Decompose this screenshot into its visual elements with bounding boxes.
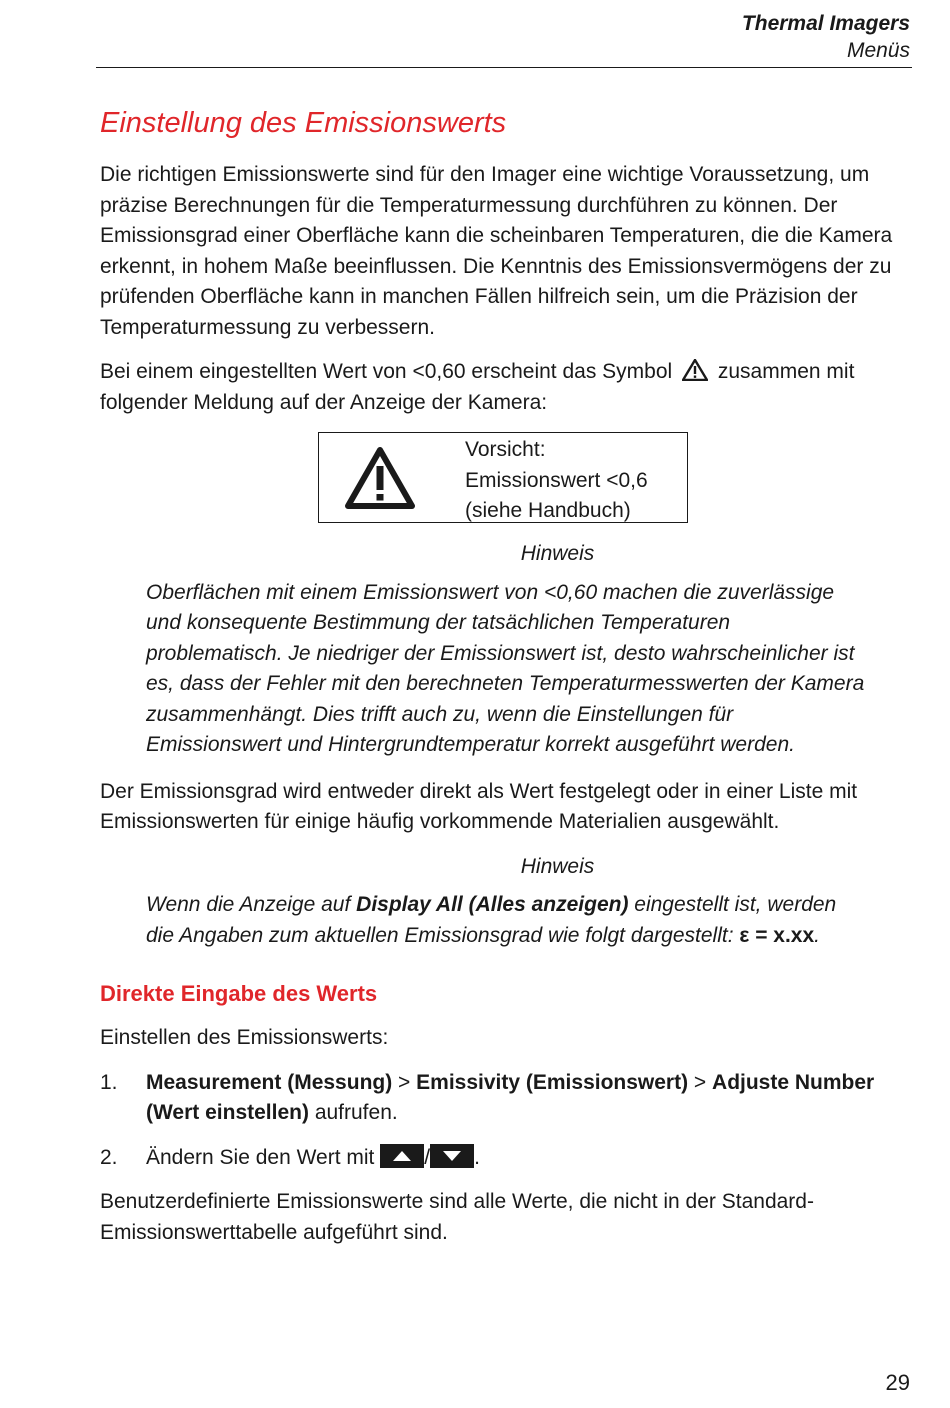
- symbol-text-after: zusammen mit folgender Meldung auf der Anzeige der Kamera:: [100, 360, 855, 414]
- down-arrow-key-icon: [430, 1144, 474, 1168]
- note-bold-menu: Display All (Alles anzeigen): [356, 893, 629, 916]
- note-heading: Hinweis: [520, 542, 595, 565]
- note-text-end: .: [814, 923, 821, 947]
- lead-text: Einstellen des Emissionswerts:: [100, 1026, 389, 1049]
- symbol-paragraph: [100, 357, 905, 418]
- caution-line-2: Emissionswert <0,6: [465, 468, 648, 492]
- step-body: [146, 1068, 905, 1129]
- menu-path-adjust-number: Adjuste Number (Wert einstellen): [146, 1070, 875, 1124]
- section-subheading: Direkte Eingabe des Werts: [100, 981, 378, 1006]
- key-separator: /: [424, 1145, 431, 1169]
- intro-paragraph: Die richtigen Emissionswerte sind für den Imager eine wichtige Voraussetzung, um präzise Berechnungen für die Temperaturmessung durchführen zu können. Der Emissionsgrad einer Oberfläche kann die scheinbaren Temperaturen, die die Kamera erkennt, in hohem Maße beeinflussen. Die Kenntnis des Emissionsvermögens der zu prüfenden Oberfläche kann in manchen Fällen hilfreich sein, um die Präzision der Temperaturmessung zu verbessern.: [100, 163, 893, 339]
- page-title: Einstellung des Emissionswerts: [100, 107, 507, 139]
- warning-triangle-icon: [682, 359, 708, 381]
- menu-separator: >: [392, 1070, 417, 1094]
- menu-separator: >: [688, 1070, 713, 1094]
- header-section: Menüs: [846, 39, 910, 62]
- closing-paragraph: Benutzerdefinierte Emissionswerte sind alle Werte, die nicht in der Standard-Emissionswerttabelle aufgeführt sind.: [100, 1190, 814, 1244]
- symbol-text-before: Bei einem eingestellten Wert von <0,60 erscheint das Symbol: [100, 360, 673, 383]
- note-text-pre: Wenn die Anzeige auf: [146, 893, 357, 916]
- menu-path-emissivity: Emissivity (Emissionswert): [416, 1070, 689, 1094]
- note-text: Oberflächen mit einem Emissionswert von <0,60 machen die zuverlässige und konsequente Bestimmung der tatsächlichen Temperaturen problematisch. Je niedriger der Emissionswert ist, desto wahrscheinlicher ist es, dass der Fehler mit den berechneten Temperaturmesswerten der Kamera zusammenhängt. Dies trifft auch zu, wenn die Einstellungen für Emissionswert und Hintergrundtemperatur korrekt ausgeführt werden.: [146, 580, 865, 756]
- step-text: Ändern Sie den Wert mit: [146, 1145, 381, 1169]
- menu-path-measurement: Measurement (Messung): [146, 1070, 393, 1094]
- step-body: [146, 1143, 905, 1174]
- emissivity-paragraph: Der Emissionsgrad wird entweder direkt als Wert festgelegt oder in einer Liste mit Emissionswerten für einige häufig vorkommende Materialien ausgewählt.: [100, 779, 858, 833]
- up-arrow-key-icon: [380, 1144, 424, 1168]
- header-rule: [96, 67, 912, 68]
- caution-line-3: (siehe Handbuch): [465, 499, 631, 522]
- page-content: [100, 104, 905, 1262]
- caution-message-box: [318, 432, 688, 523]
- running-header: [742, 10, 910, 64]
- note-text-mid: eingestellt ist, werden die Angaben zum aktuellen Emissionsgrad wie folgt dargestellt:: [146, 893, 837, 947]
- caution-text: [465, 435, 648, 527]
- caution-line-1: Vorsicht:: [465, 438, 546, 461]
- emissivity-formula: ε = x.xx: [739, 923, 815, 947]
- step-1: [100, 1068, 905, 1129]
- warning-triangle-icon: [345, 447, 415, 509]
- page-number: 29: [885, 1370, 910, 1395]
- step-end: .: [474, 1145, 480, 1169]
- step-number: 1.: [100, 1070, 118, 1094]
- header-title: Thermal Imagers: [741, 12, 910, 35]
- step-2: [100, 1143, 905, 1174]
- note-display-all: [146, 890, 865, 951]
- step-rest: aufrufen.: [308, 1101, 398, 1124]
- step-number: 2.: [100, 1145, 118, 1169]
- steps-list: [100, 1068, 905, 1174]
- note-heading: Hinweis: [520, 854, 595, 878]
